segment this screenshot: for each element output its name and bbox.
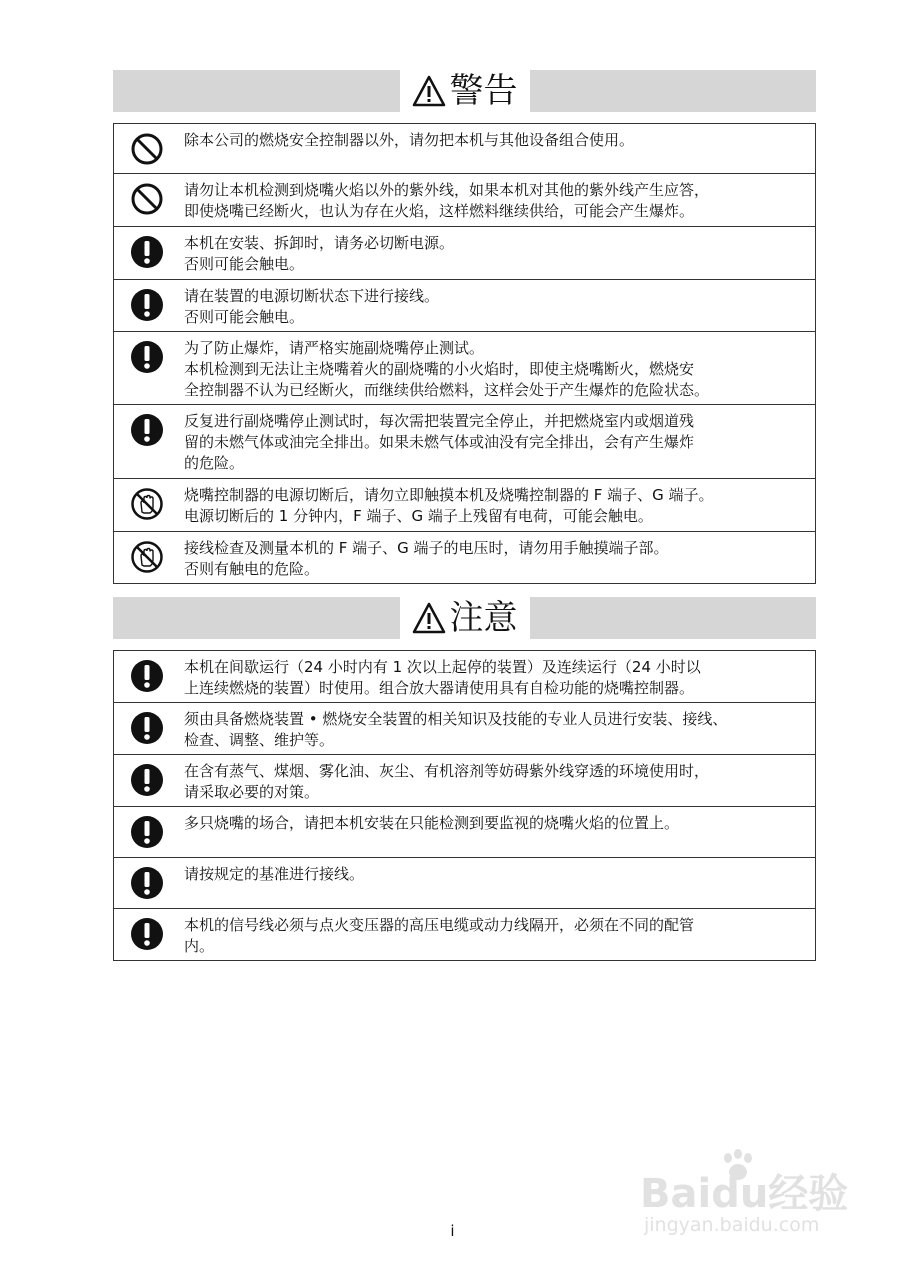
no-touch-icon (130, 487, 164, 521)
caution-text: 本机在间歇运行（24 小时内有 1 次以上起停的装置）及连续运行（24 小时以 上连续燃烧的装置）时使用。组合放大器请使用具有自检功能的烧嘴控制器。 (184, 658, 701, 697)
mandatory-icon (130, 866, 164, 900)
caution-text: 须由具备燃烧装置 • 燃烧安全装置的相关知识及技能的专业人员进行安装、接线、 检查、调整、维护等。 (184, 710, 728, 749)
warning-row (114, 174, 815, 227)
caution-text: 请按规定的基准进行接线。 (184, 865, 365, 883)
warning-row (114, 280, 815, 332)
caution-banner (113, 597, 816, 639)
no-touch-icon (130, 540, 164, 574)
mandatory-icon (130, 288, 164, 322)
warning-text: 烧嘴控制器的电源切断后，请勿立即触摸本机及烧嘴控制器的 F 端子、G 端子。 电源切断后的 1 分钟内，F 端子、G 端子上残留有电荷，可能会触电。 (184, 486, 714, 525)
warning-row (114, 332, 815, 405)
mandatory-icon (130, 413, 164, 447)
warning-text: 请在装置的电源切断状态下进行接线。 否则可能会触电。 (184, 287, 440, 326)
warning-row (114, 479, 815, 532)
caution-text: 本机的信号线必须与点火变压器的高压电缆或动力线隔开，必须在不同的配管 内。 (184, 916, 695, 955)
caution-row (114, 703, 815, 755)
caution-row (114, 807, 815, 858)
caution-table (113, 650, 816, 961)
warning-text: 反复进行副烧嘴停止测试时，每次需把装置完全停止，并把燃烧室内或烟道残 留的未燃气体或油完全排出。如果未燃气体或油没有完全排出，会有产生爆炸 的危险。 (184, 412, 695, 472)
warning-text: 请勿让本机检测到烧嘴火焰以外的紫外线，如果本机对其他的紫外线产生应答， 即使烧嘴已经断火，也认为存在火焰，这样燃料继续供给，可能会产生爆炸。 (184, 181, 710, 220)
mandatory-icon (130, 659, 164, 693)
warning-row (114, 532, 815, 583)
caution-text: 在含有蒸气、煤烟、雾化油、灰尘、有机溶剂等妨碍紫外线穿透的环境使用时， 请采取必要的对策。 (184, 762, 710, 801)
warning-text: 接线检查及测量本机的 F 端子、G 端子的电压时，请勿用手触摸端子部。 否则有触电的危险。 (184, 539, 669, 578)
warning-row (114, 124, 815, 174)
warning-text: 除本公司的燃烧安全控制器以外，请勿把本机与其他设备组合使用。 (184, 131, 635, 149)
mandatory-icon (130, 763, 164, 797)
caution-row (114, 858, 815, 909)
warning-row (114, 405, 815, 479)
mandatory-icon (130, 815, 164, 849)
caution-row (114, 651, 815, 703)
mandatory-icon (130, 711, 164, 745)
warning-title: 警告 (449, 71, 518, 111)
caution-row (114, 755, 815, 807)
page-number: i (450, 1222, 455, 1240)
prohibited-icon (130, 182, 164, 216)
mandatory-icon (130, 340, 164, 374)
caution-row (114, 909, 815, 960)
mandatory-icon (130, 235, 164, 269)
caution-triangle-icon (412, 602, 446, 634)
watermark-url: jingyan.baidu.com (644, 1214, 820, 1236)
warning-triangle-icon (412, 75, 446, 107)
warning-row (114, 227, 815, 280)
warning-banner (113, 70, 816, 112)
caution-text: 多只烧嘴的场合，请把本机安装在只能检测到要监视的烧嘴火焰的位置上。 (184, 814, 680, 832)
warning-text: 为了防止爆炸，请严格实施副烧嘴停止测试。 本机检测到无法让主烧嘴着火的副烧嘴的小火焰时，即使主烧嘴断火，燃烧安 全控制器不认为已经断火，而继续供给燃料，这样会处于产生爆炸的危险状态。 (184, 339, 710, 399)
mandatory-icon (130, 917, 164, 951)
prohibited-icon (130, 132, 164, 166)
watermark-brand: Baidu经验 (640, 1171, 849, 1217)
warning-text: 本机在安装、拆卸时，请务必切断电源。 否则可能会触电。 (184, 234, 455, 273)
warning-table (113, 123, 816, 584)
caution-title: 注意 (449, 598, 518, 638)
